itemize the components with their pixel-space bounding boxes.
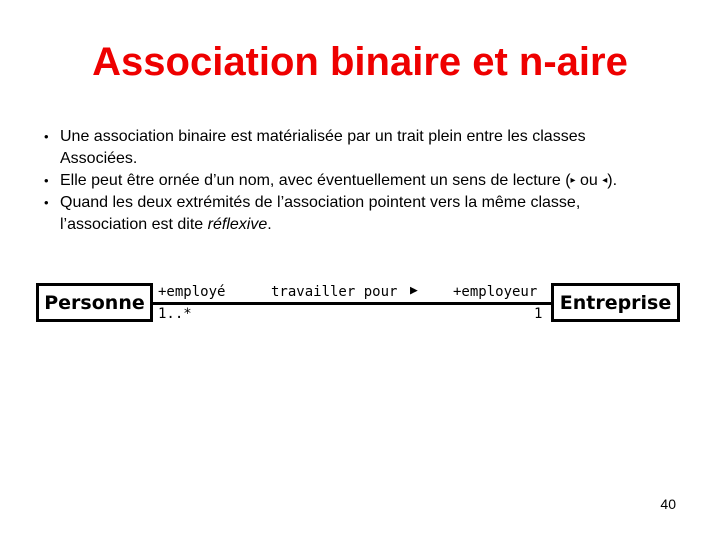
- bullet-item: [44, 192, 704, 236]
- bullet-text-end: ).: [607, 172, 618, 189]
- bullet-text: Une association binaire est matérialisée par un trait plein entre les classes: [60, 128, 586, 145]
- class-name: Personne: [44, 291, 145, 314]
- bullet-item: [44, 170, 704, 192]
- slide-title: Association binaire et n-aire: [92, 40, 628, 84]
- direction-arrow-icon: ▶: [410, 283, 418, 298]
- bullet-dot-icon: •: [44, 195, 49, 210]
- bullet-text: Elle peut être ornée d’un nom, avec éventuellement un sens de lecture (: [60, 172, 571, 189]
- association-name-label: travailler pour: [271, 284, 398, 300]
- bullet-text-continuation: Associées.: [60, 150, 138, 167]
- uml-association-diagram: [0, 270, 720, 330]
- bullet-dot-icon: •: [44, 129, 49, 144]
- page-number: 40: [660, 496, 676, 512]
- bullet-text-middle: ou: [575, 172, 603, 189]
- reading-direction-left-icon: ◂: [602, 175, 608, 186]
- reading-direction-right-icon: ▸: [570, 175, 576, 186]
- bullet-text-before-term: l’association est dite: [60, 216, 208, 233]
- class-name: Entreprise: [559, 291, 672, 314]
- bullet-text-period: .: [267, 216, 272, 233]
- left-role-label: +employé: [158, 284, 226, 300]
- bullet-text-continuation: [60, 214, 704, 236]
- bullet-text: Quand les deux extrémités de l’association pointent vers la même classe,: [60, 194, 581, 211]
- bullet-dot-icon: •: [44, 173, 49, 188]
- bullet-list: [44, 126, 704, 236]
- left-multiplicity-label: 1..*: [158, 306, 192, 322]
- class-box-personne: [36, 283, 153, 322]
- right-multiplicity-label: 1: [534, 306, 543, 322]
- association-line: [153, 302, 551, 305]
- term-reflexive: réflexive: [207, 216, 268, 233]
- bullet-item: [44, 126, 704, 170]
- right-role-label: +employeur: [453, 284, 538, 300]
- class-box-entreprise: [551, 283, 680, 322]
